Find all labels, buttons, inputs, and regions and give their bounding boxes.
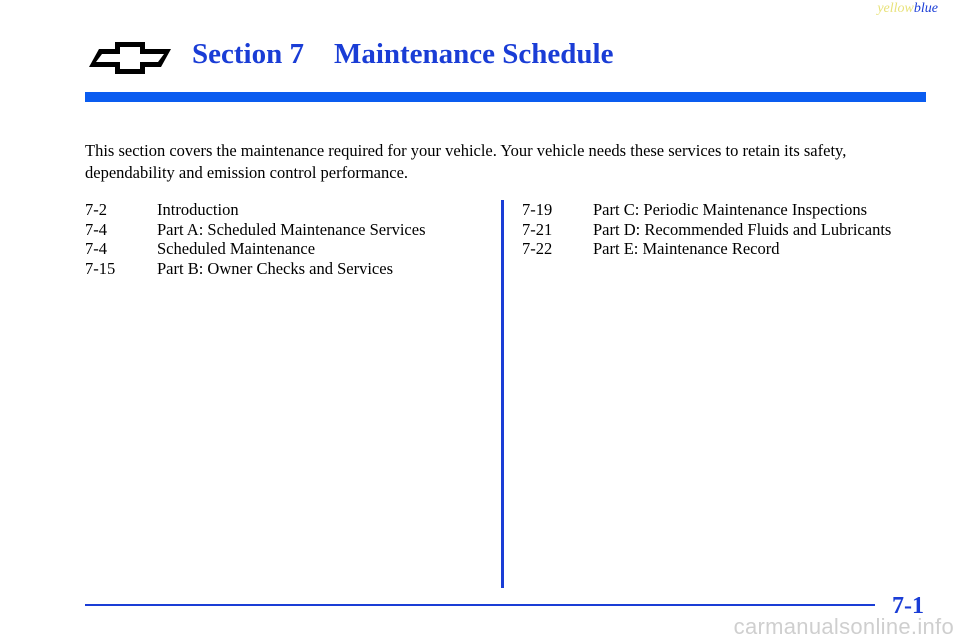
column-divider (501, 200, 504, 588)
toc-page-number: 7-22 (522, 239, 553, 258)
toc-page-number: 7-4 (85, 219, 107, 239)
toc-entry[interactable] (522, 200, 942, 220)
toc-entry-label: Part C: Periodic Maintenance Inspections (593, 200, 868, 219)
toc-right-column (522, 200, 942, 259)
section-label: Section 7 (192, 38, 304, 70)
toc-entry[interactable] (85, 239, 480, 259)
header-rule (85, 92, 926, 102)
toc-entry-label: Scheduled Maintenance (157, 239, 316, 258)
toc-page-number: 7-19 (522, 200, 553, 219)
toc-entry[interactable] (85, 220, 480, 240)
edition-blue: blue (913, 1, 938, 16)
edition-yellow: yellow (877, 1, 914, 16)
toc-page-number: 7-4 (85, 239, 107, 258)
toc-page-number: 7-15 (85, 258, 116, 278)
toc-page-number: 7-21 (522, 219, 553, 239)
section-title: Maintenance Schedule (333, 38, 614, 70)
page-title (192, 38, 614, 71)
toc-entry-label: Part D: Recommended Fluids and Lubricants (593, 219, 892, 239)
toc-entry[interactable] (522, 220, 942, 240)
intro-paragraph: This section covers the maintenance required for your vehicle. Your vehicle needs these services to retain its safety, dependability and emission control performance. (85, 141, 847, 182)
chevrolet-bowtie-icon (85, 40, 175, 76)
toc-entry[interactable] (85, 259, 480, 279)
toc-entry[interactable] (85, 200, 480, 220)
toc-entry-label: Introduction (157, 200, 239, 219)
watermark: carmanualsonline.info (733, 614, 954, 639)
toc-entry-label: Part E: Maintenance Record (593, 239, 780, 258)
edition-label (877, 1, 938, 17)
page-number: 7-1 (892, 593, 924, 619)
footer-rule (85, 604, 875, 606)
toc-entry[interactable] (522, 239, 942, 259)
toc-entry-label: Part A: Scheduled Maintenance Services (157, 219, 426, 239)
toc-entry-label: Part B: Owner Checks and Services (157, 258, 393, 278)
toc-left-column (85, 200, 480, 278)
toc-page-number: 7-2 (85, 200, 107, 219)
